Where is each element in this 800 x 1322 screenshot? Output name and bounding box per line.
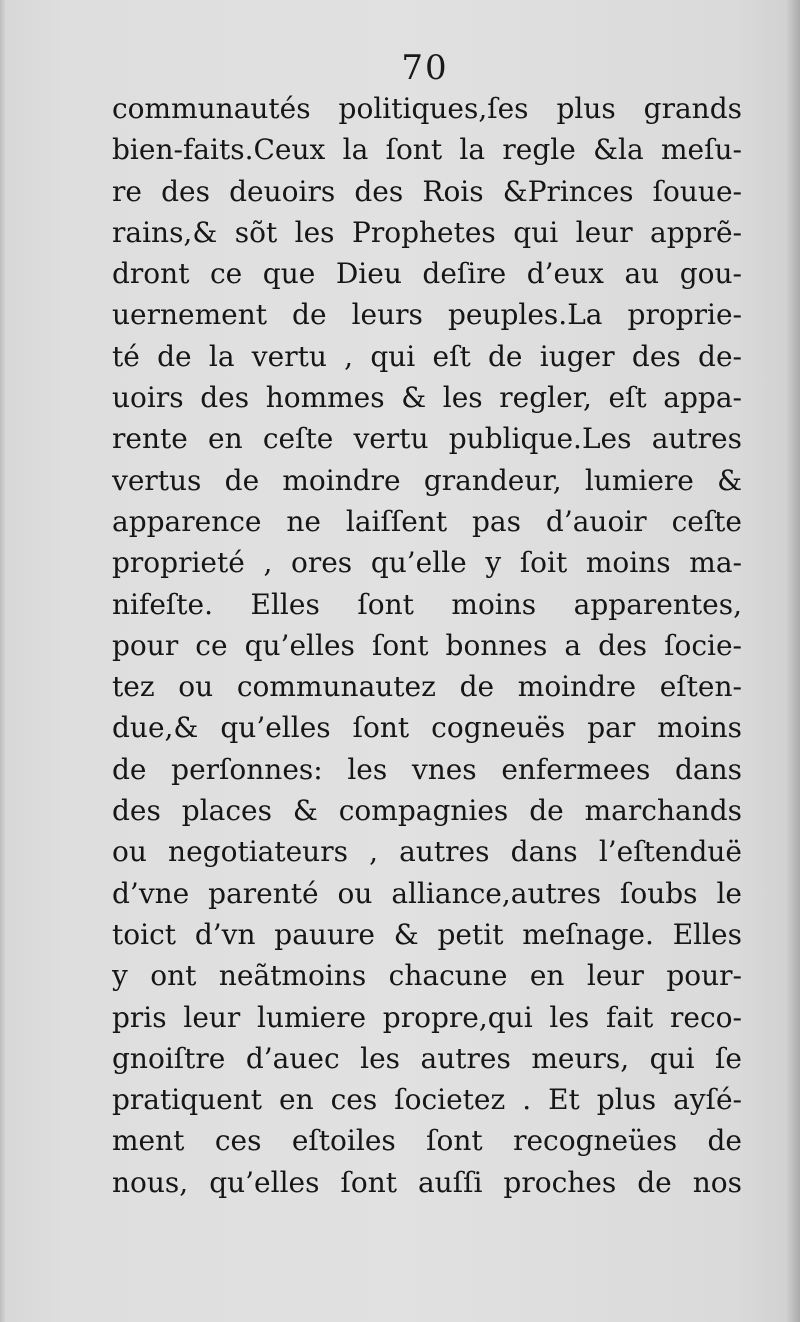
text-line: re des deuoirs des Rois &Princes ſouue-	[112, 174, 742, 208]
text-line: nifeſte. Elles ſont moins apparentes,	[112, 587, 742, 621]
text-line: apparence ne laiſſent pas d’auoir ceſte	[112, 504, 742, 538]
text-line: des places & compagnies de marchands	[112, 794, 742, 828]
text-line: y ont neãtmoins chacune en leur pour-	[112, 959, 742, 993]
text-line: pratiquent en ces ſocietez . Et plus ayſé-	[112, 1083, 742, 1117]
page-left-shadow	[0, 0, 6, 1322]
text-line: uoirs des hommes & les regler, eſt appa-	[112, 381, 742, 415]
text-line: tez ou communautez de moindre eſten-	[112, 670, 742, 704]
text-line: rains,& sõt les Prophetes qui leur apprẽ-	[112, 215, 742, 249]
text-line: bien-faits.Ceux la ſont la regle &la meſu-	[112, 133, 742, 167]
text-line: nous, qu’elles ſont auſſi proches de nos	[112, 1165, 742, 1199]
text-line: dront ce que Dieu deſire d’eux au gou-	[112, 257, 742, 291]
text-line: ment ces eſtoiles ſont recogneües de	[112, 1124, 742, 1158]
text-line: d’vne parenté ou alliance,autres ſoubs le	[112, 876, 742, 910]
text-line: de perſonnes: les vnes enfermees dans	[112, 752, 742, 786]
text-line: gnoiſtre d’auec les autres meurs, qui ſe	[112, 1041, 742, 1075]
text-line: proprieté , ores qu’elle y ſoit moins ma-	[112, 546, 742, 580]
text-line: due,& qu’elles ſont cogneuës par moins	[112, 711, 742, 745]
text-line: ou negotiateurs , autres dans l’eſtenduë	[112, 835, 742, 869]
text-line: vertus de moindre grandeur, lumiere &	[112, 463, 742, 497]
text-line: rente en ceſte vertu publique.Les autres	[112, 422, 742, 456]
page-number: 70	[401, 48, 449, 88]
text-line: pris leur lumiere propre,qui les fait reco-	[112, 1000, 742, 1034]
page-right-shadow	[786, 0, 800, 1322]
text-line: communautés politiques,ſes plus grands	[112, 92, 742, 125]
text-line: uernement de leurs peuples.La proprie-	[112, 298, 742, 332]
text-line: pour ce qu’elles ſont bonnes a des ſocie-	[112, 628, 742, 662]
text-line: toict d’vn pauure & petit meſnage. Elles	[112, 917, 742, 951]
body-text	[112, 88, 742, 1203]
text-line: té de la vertu , qui eſt de iuger des de-	[112, 339, 742, 373]
